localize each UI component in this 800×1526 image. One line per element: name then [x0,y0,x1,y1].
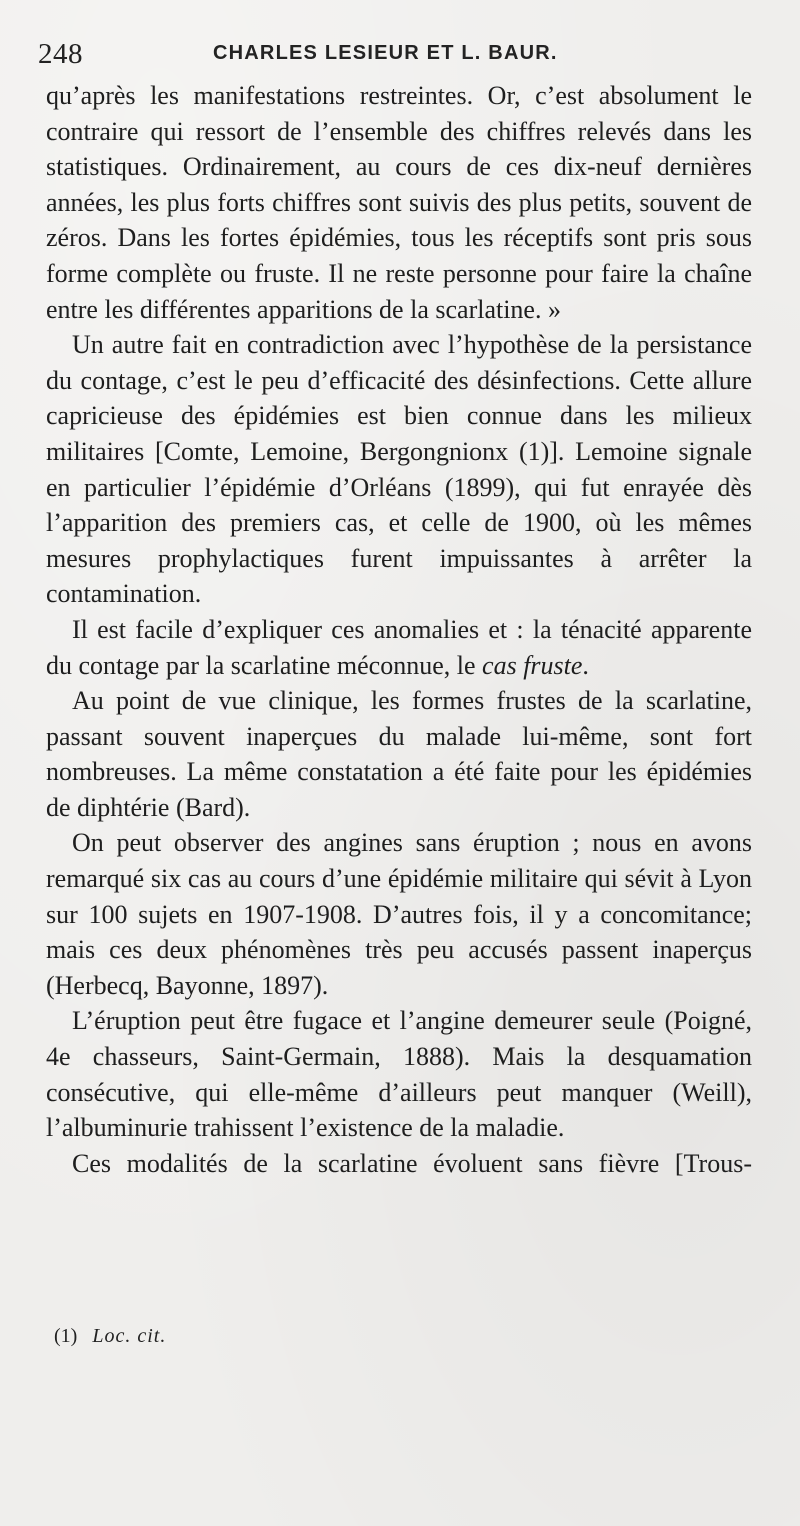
paragraph-3-text: Il est facile d’expliquer ces anomalies et : la ténacité apparente du contage par la scarlatine méconnue, le [46,614,752,680]
paragraph-2: Un autre fait en contradiction avec l’hypothèse de la persistance du contage, c’est le peu d’efficacité des désinfections. Cette allure capricieuse des épidémies est bien connue dans les milieux militaires [Comte, Lemoine, Bergongnionx (1)]. Lemoine signale en particulier l’épidémie d’Orléans (1899), qui fut enrayée dès l’apparition des premiers cas, et celle de 1900, où les mêmes mesures prophylactiques furent impuissantes à arrêter la contamination. [46,330,752,609]
paragraph-5: On peut observer des angines sans éruption ; nous en avons remarqué six cas au cours d’une épidémie militaire qui sévit à Lyon sur 100 sujets en 1907-1908. D’autres fois, il y a concomitance; mais ces deux phénomènes très peu accusés passent inaperçus (Herbecq, Bayonne, 1897). [46,828,752,1000]
paragraph-3 [46,612,752,683]
paragraph-3-end: . [582,650,589,680]
paragraph-4: Au point de vue clinique, les formes frustes de la scarlatine, passant souvent inaperçues du malade lui-même, sont fort nombreuses. La même constatation a été faite pour les épidémies de diphtérie (Bard). [46,686,752,822]
footnote-mark: (1) [54,1325,78,1347]
running-head: CHARLES LESIEUR ET L. BAUR. [213,42,558,64]
body-text [46,78,752,1181]
paragraph-7: Ces modalités de la scarlatine évoluent sans fièvre [Trous- [72,1148,752,1178]
paragraph-3-italic: cas fruste [482,650,583,680]
paragraph-1: qu’après les manifestations restreintes. Or, c’est absolument le contraire qui ressort de l’ensemble des chiffres relevés dans les statistiques. Ordinairement, au cours de ces dix-neuf dernières années, les plus forts chiffres sont suivis des plus petits, souvent de zéros. Dans les fortes épidémies, tous les réceptifs sont pris sous forme complète ou fruste. Il ne reste personne pour faire la chaîne entre les différentes apparitions de la scarlatine. » [46,81,752,324]
page-header [38,34,752,74]
footnote [54,1325,166,1348]
page-number: 248 [38,38,83,70]
footnote-text: Loc. cit. [92,1325,167,1347]
paragraph-6: L’éruption peut être fugace et l’angine demeurer seule (Poigné, 4e chasseurs, Saint-Germain, 1888). Mais la desquamation consécutive, qui elle-même d’ailleurs peut manquer (Weill), l’albuminurie trahissent l’existence de la maladie. [46,1006,752,1143]
